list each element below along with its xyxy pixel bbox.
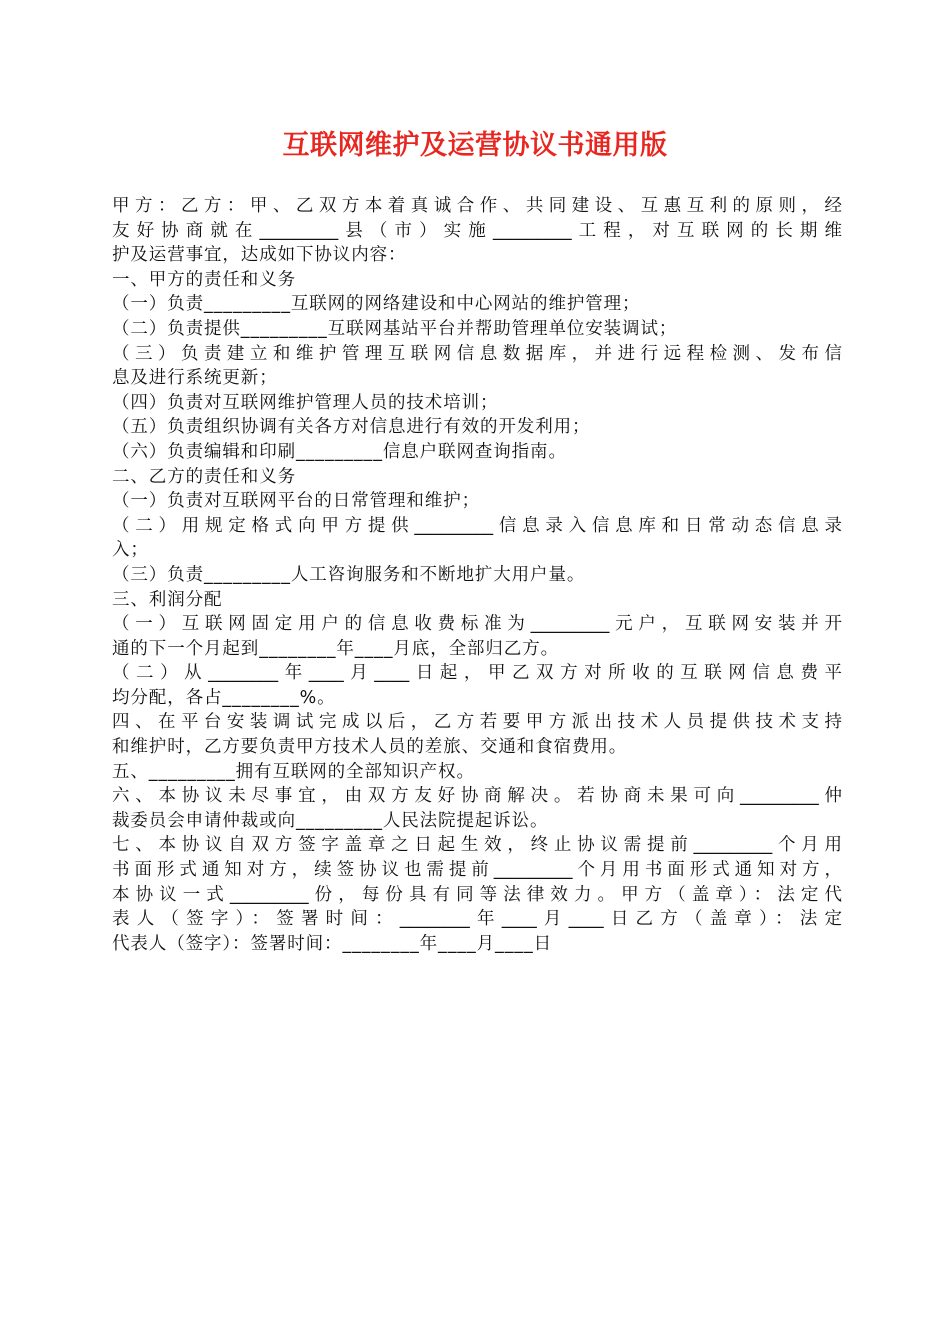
section-heading: 一、甲方的责任和义务 bbox=[112, 269, 296, 290]
body-line: 裁委员会申请仲裁或向_________人民法院提起诉讼。 bbox=[112, 810, 549, 831]
body-line: （二）用规定格式向甲方提供_________信息录入信息库和日常动态信息录 bbox=[112, 515, 842, 536]
body-line: 息及进行系统更新； bbox=[112, 368, 278, 389]
document-body bbox=[112, 194, 842, 956]
body-line: （五）负责组织协调有关各方对信息进行有效的开发利用； bbox=[112, 417, 591, 438]
body-line: （一）互联网固定用户的信息收费标准为_________元户，互联网安装并开 bbox=[112, 614, 842, 635]
body-line: 六、本协议未尽事宜，由双方友好协商解决。若协商未果可向_________仲 bbox=[112, 786, 842, 807]
body-line: 四、在平台安装调试完成以后，乙方若要甲方派出技术人员提供技术支持 bbox=[112, 712, 842, 733]
section-heading: 三、利润分配 bbox=[112, 589, 223, 610]
body-line: （四）负责对互联网维护管理人员的技术培训； bbox=[112, 392, 499, 413]
body-line: 通的下一个月起到________年____月底，全部归乙方。 bbox=[112, 638, 559, 659]
body-line: 友好协商就在_________县（市）实施_________工程，对互联网的长期维 bbox=[112, 220, 842, 241]
body-line: 五、_________拥有互联网的全部知识产权。 bbox=[112, 761, 475, 782]
body-line: 入； bbox=[112, 540, 149, 561]
body-line: 甲方：乙方：甲、乙双方本着真诚合作、共同建设、互惠互利的原则，经 bbox=[112, 196, 842, 216]
body-line: 七、本协议自双方签字盖章之日起生效，终止协议需提前_________个月用 bbox=[112, 835, 842, 856]
document-title: 互联网维护及运营协议书通用版 bbox=[282, 130, 668, 161]
body-line: （一）负责_________互联网的网络建设和中心网站的维护管理； bbox=[112, 294, 641, 315]
section-heading: 二、乙方的责任和义务 bbox=[112, 466, 296, 487]
body-line: 护及运营事宜，达成如下协议内容： bbox=[112, 245, 407, 266]
body-line: （一）负责对互联网平台的日常管理和维护； bbox=[112, 491, 480, 512]
body-line: 本协议一式_________份，每份具有同等法律效力。甲方（盖章）：法定代 bbox=[112, 884, 842, 905]
body-line: （二）从________年____月____日起，甲乙双方对所收的互联网信息费平 bbox=[112, 663, 842, 684]
body-line: 均分配，各占________%。 bbox=[112, 687, 336, 708]
body-line: 表人（签字）：签署时间：________年____月____日乙方（盖章）：法定 bbox=[112, 909, 842, 930]
body-line: （三）负责_________人工咨询服务和不断地扩大用户量。 bbox=[112, 564, 586, 585]
body-line: 书面形式通知对方，续签协议也需提前_________个月用书面形式通知对方， bbox=[112, 860, 842, 881]
body-line: （六）负责编辑和印刷_________信息户联网查询指南。 bbox=[112, 441, 567, 462]
body-line: （三）负责建立和维护管理互联网信息数据库，并进行远程检测、发布信 bbox=[112, 343, 842, 364]
body-line: 代表人（签字）：签署时间：________年____月____日 bbox=[112, 933, 553, 954]
body-line: 和维护时，乙方要负责甲方技术人员的差旅、交通和食宿费用。 bbox=[112, 737, 628, 758]
body-line: （二）负责提供_________互联网基站平台并帮助管理单位安装调试； bbox=[112, 318, 678, 339]
